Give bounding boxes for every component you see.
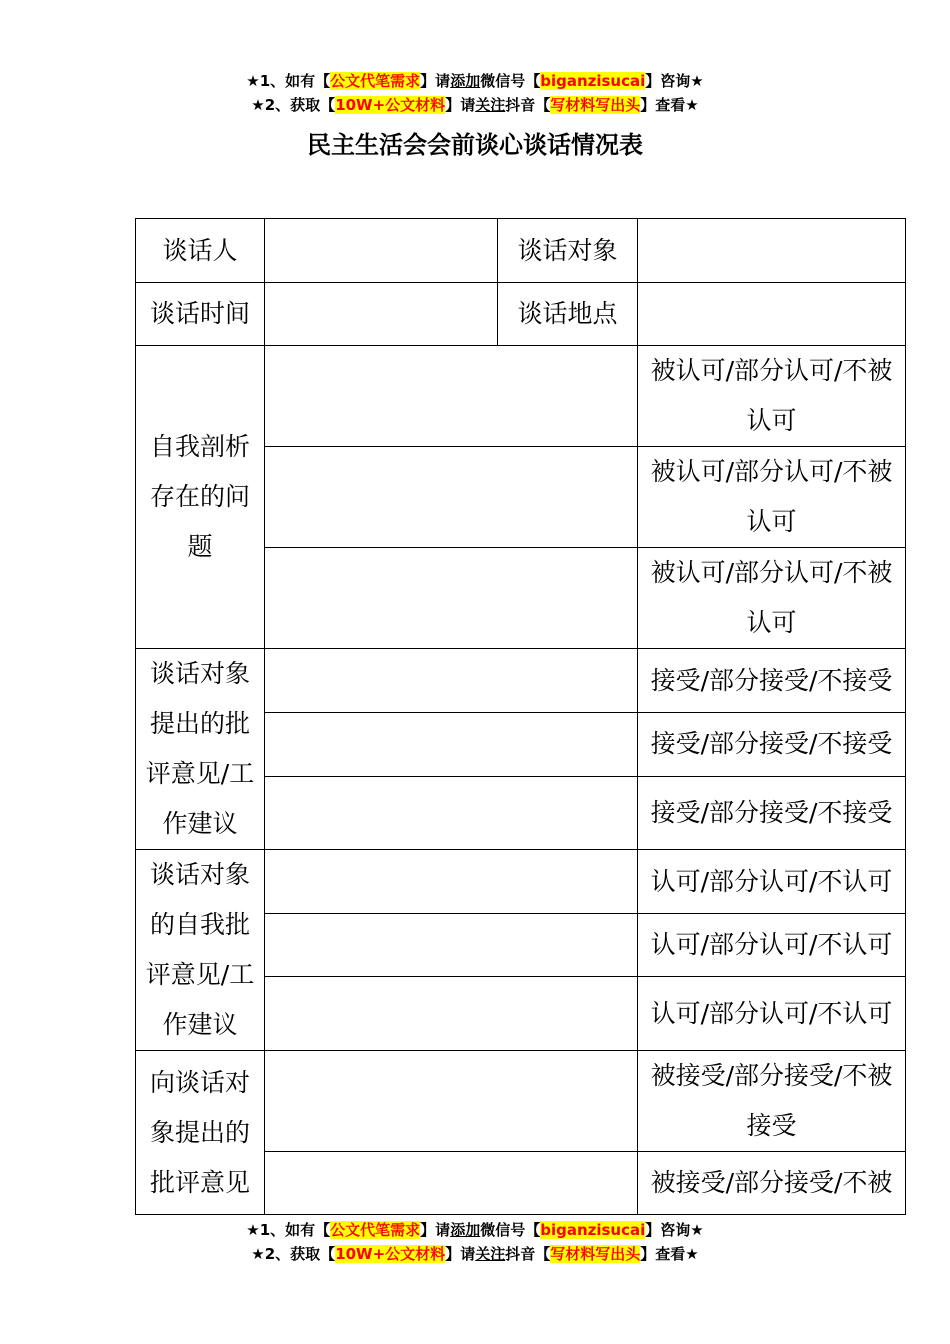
promo-highlight: 10W+公文材料 [335,96,446,114]
promo-text: 微信号【 [480,72,541,90]
target-self-criticism-entry[interactable] [265,850,638,914]
promo-line-1 [0,1219,950,1241]
recognition-options: 被认可/部分认可/不被认可 [638,447,906,548]
self-analysis-entry[interactable] [265,548,638,649]
target-criticism-entry[interactable] [265,713,638,776]
promo-wechat-id: biganzisucai [540,72,646,90]
target-self-criticism-entry[interactable] [265,914,638,977]
table-row [136,283,906,346]
promo-text: ★1、如有【 [246,72,331,90]
approval-options: 认可/部分认可/不认可 [638,914,906,977]
promo-text: 微信号【 [480,1221,541,1239]
acceptance-options: 接受/部分接受/不接受 [638,649,906,713]
approval-options: 认可/部分认可/不认可 [638,850,906,914]
talk-record-table [135,218,906,1215]
recognition-options: 被认可/部分认可/不被认可 [638,346,906,447]
criticism-to-target-entry[interactable] [265,1051,638,1152]
promo-text: ★2、获取【 [251,1245,336,1263]
table-row [136,219,906,283]
place-label: 谈话地点 [498,283,638,346]
promo-text: ★1、如有【 [246,1221,331,1239]
promo-line-2 [0,1243,950,1265]
place-field[interactable] [638,283,906,346]
promo-wechat-id: biganzisucai [540,1221,646,1239]
promo-underline: 关注 [475,96,506,114]
acceptance-options: 接受/部分接受/不接受 [638,713,906,776]
promo-highlight: 公文代笔需求 [330,72,421,90]
promo-text: 】咨询★ [645,1221,704,1239]
promo-text: ★2、获取【 [251,96,336,114]
promo-text: 】咨询★ [645,72,704,90]
approval-options: 认可/部分认可/不认可 [638,977,906,1051]
promo-text: 】请 [445,96,476,114]
promo-text: 】查看★ [640,96,699,114]
promo-underline: 添加 [450,1221,481,1239]
promo-text: 】请 [420,1221,451,1239]
self-analysis-entry[interactable] [265,447,638,548]
target-self-criticism-entry[interactable] [265,977,638,1051]
promo-text: 抖音【 [505,96,551,114]
table-row [136,649,906,713]
self-analysis-label: 自我剖析存在的问题 [136,346,265,649]
promo-highlight: 10W+公文材料 [335,1245,446,1263]
time-label: 谈话时间 [136,283,265,346]
table-row [136,850,906,914]
promo-underline: 添加 [450,72,481,90]
target-criticism-entry[interactable] [265,776,638,849]
speaker-label: 谈话人 [136,219,265,283]
promo-text: 】请 [420,72,451,90]
criticism-to-target-label: 向谈话对象提出的批评意见 [136,1051,265,1215]
table-row [136,1051,906,1152]
promo-highlight: 公文代笔需求 [330,1221,421,1239]
target-criticism-entry[interactable] [265,649,638,713]
criticism-to-target-entry[interactable] [265,1152,638,1215]
acceptance-options: 被接受/部分接受/不被接受 [638,1051,906,1152]
promo-text: 】请 [445,1245,476,1263]
promo-text: 抖音【 [505,1245,551,1263]
promo-douyin-id: 写材料写出头 [550,1245,641,1263]
target-field[interactable] [638,219,906,283]
promo-text: 】查看★ [640,1245,699,1263]
recognition-options: 被认可/部分认可/不被认可 [638,548,906,649]
self-analysis-entry[interactable] [265,346,638,447]
target-label: 谈话对象 [498,219,638,283]
acceptance-options: 被接受/部分接受/不被 [638,1152,906,1215]
promo-line-1 [0,70,950,92]
target-self-criticism-label: 谈话对象的自我批评意见/工作建议 [136,850,265,1051]
promo-underline: 关注 [475,1245,506,1263]
acceptance-options: 接受/部分接受/不接受 [638,776,906,849]
document-title: 民主生活会会前谈心谈话情况表 [307,131,643,159]
promo-douyin-id: 写材料写出头 [550,96,641,114]
time-field[interactable] [265,283,498,346]
table-row [136,346,906,447]
promo-line-2 [0,94,950,116]
speaker-field[interactable] [265,219,498,283]
target-criticism-label: 谈话对象提出的批评意见/工作建议 [136,649,265,850]
